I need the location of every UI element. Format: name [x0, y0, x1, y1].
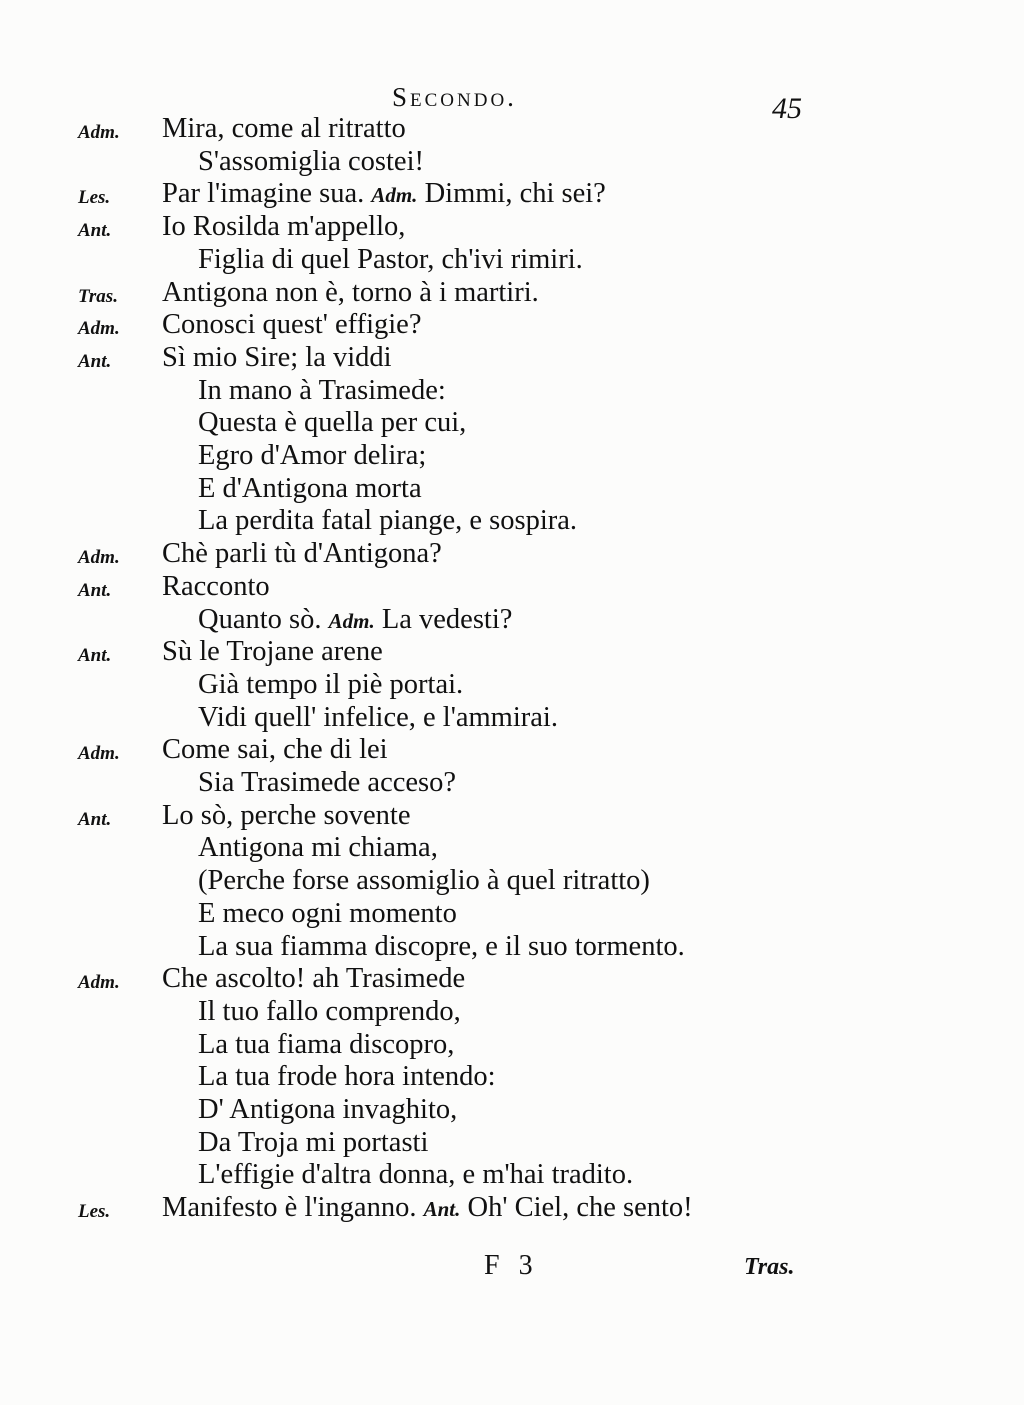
verse-line — [198, 864, 650, 898]
verse-text-continued: Dimmi, chi sei? — [424, 178, 606, 210]
verse-line — [162, 962, 465, 996]
verse-text: La tua frode hora intendo: — [198, 1061, 496, 1093]
speaker-label: Adm. — [78, 122, 120, 143]
catchword: Tras. — [744, 1254, 795, 1280]
verse-line — [198, 766, 456, 800]
verse-text: Manifesto è l'inganno. — [162, 1192, 417, 1224]
verse-line — [198, 668, 463, 702]
verse-line — [198, 145, 424, 179]
speaker-label: Tras. — [78, 285, 118, 307]
speaker-label: Ant. — [78, 220, 112, 242]
verse-text: In mano à Trasimede: — [198, 374, 446, 406]
speaker-label: Ant. — [78, 808, 112, 830]
verse-text: Antigona non è, torno à i martiri. — [162, 276, 539, 308]
inline-speaker-label: Adm. — [328, 608, 375, 633]
verse-line — [198, 439, 426, 473]
verse-line — [162, 799, 411, 833]
verse-text: Lo sò, perche sovente — [162, 799, 411, 831]
verse-text-continued: Oh' Ciel, che sento! — [467, 1192, 693, 1224]
verse-line — [162, 1191, 693, 1226]
speaker-label: Ant. — [78, 645, 112, 667]
verse-line — [198, 1028, 454, 1062]
verse-text: Sì mio Sire; la viddi — [162, 341, 392, 373]
speaker-label: Les. — [78, 187, 111, 209]
signature-mark: F 3 — [484, 1250, 539, 1281]
verse-line — [162, 733, 388, 767]
verse-line — [162, 112, 406, 146]
inline-speaker-label: Ant. — [423, 1197, 461, 1222]
verse-text: Egro d'Amor delira; — [198, 440, 427, 471]
verse-text: Racconto — [162, 570, 270, 602]
verse-line — [198, 504, 577, 538]
verse-text: Già tempo il piè portai. — [198, 668, 464, 700]
verse-line — [198, 374, 446, 408]
verse-line — [198, 243, 583, 277]
page-number: 45 — [772, 92, 802, 125]
verse-text: Sù le Trojane arene — [162, 636, 383, 668]
speaker-label: Adm. — [78, 743, 120, 765]
verse-text: Come sai, che di lei — [162, 734, 388, 766]
verse-line — [198, 1158, 633, 1192]
verse-text: Questa è quella per cui, — [198, 407, 467, 439]
verse-line — [198, 930, 685, 964]
verse-text: La perdita fatal piange, e sospira. — [198, 505, 578, 537]
verse-line — [198, 831, 438, 865]
speaker-label: Adm. — [78, 318, 120, 340]
verse-line — [198, 603, 512, 638]
verse-line — [198, 406, 466, 440]
verse-line — [198, 472, 422, 506]
verse-text: E meco ogni momento — [198, 897, 457, 929]
verse-line — [162, 537, 442, 571]
verse-line — [162, 276, 539, 310]
verse-text: La sua fiamma discopre, e il suo tormento. — [198, 930, 685, 962]
verse-text: L'effigie d'altra donna, e m'hai tradito. — [198, 1159, 634, 1191]
speaker-label: Ant. — [78, 579, 112, 601]
verse-text: Antigona mi chiama, — [198, 832, 438, 864]
verse-line — [198, 1126, 428, 1160]
verse-line — [198, 701, 558, 735]
verse-line — [198, 897, 457, 931]
verse-text: Da Troja mi portasti — [198, 1126, 429, 1158]
speaker-label: Ant. — [78, 350, 112, 372]
verse-text: (Perche forse assomiglio à quel ritratto) — [198, 865, 650, 897]
verse-line — [162, 210, 405, 244]
verse-text: Par l'imagine sua. — [162, 178, 365, 210]
verse-line — [162, 308, 421, 342]
verse-text: Sia Trasimede acceso? — [198, 767, 457, 798]
verse-line — [198, 1060, 496, 1094]
verse-text: Chè parli tù d'Antigona? — [162, 538, 442, 570]
speaker-label: Adm. — [78, 547, 120, 569]
verse-text: D' Antigona invaghito, — [198, 1094, 458, 1125]
verse-text: Io Rosilda m'appello, — [162, 211, 406, 243]
verse-line — [162, 177, 606, 212]
verse-text: Il tuo fallo comprendo, — [198, 995, 461, 1027]
verse-text: E d'Antigona morta — [198, 472, 422, 504]
verse-text: Mira, come al ritratto — [162, 113, 406, 144]
speaker-label: Adm. — [78, 972, 120, 994]
running-head: Secondo. — [392, 82, 517, 112]
speaker-label: Les. — [78, 1201, 111, 1223]
verse-text: Quanto sò. — [198, 603, 322, 635]
verse-text: Figlia di quel Pastor, ch'ivi rimiri. — [198, 243, 583, 275]
verse-line — [162, 341, 392, 375]
verse-text: La tua fiama discopro, — [198, 1028, 455, 1060]
inline-speaker-label: Adm. — [371, 183, 418, 208]
verse-line — [198, 1093, 457, 1127]
verse-line — [162, 570, 270, 604]
verse-text: Vidi quell' infelice, e l'ammirai. — [198, 701, 558, 733]
verse-text: S'assomiglia costei! — [198, 145, 424, 177]
verse-text: Conosci quest' effigie? — [162, 309, 422, 341]
verse-line — [162, 635, 383, 669]
verse-text: Che ascolto! ah Trasimede — [162, 963, 466, 995]
verse-line — [198, 995, 461, 1029]
verse-text-continued: La vedesti? — [381, 603, 513, 635]
